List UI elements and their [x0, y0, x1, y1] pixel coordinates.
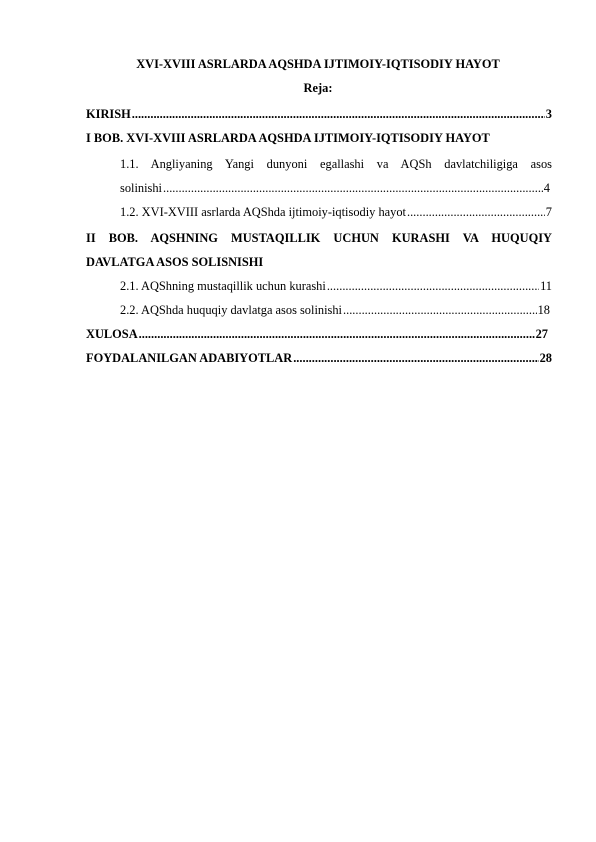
toc-page-number: 11 [540, 279, 552, 293]
toc-chapter2-heading-line1: II BOB. AQSHNING MUSTAQILLIK UCHUN KURASHI VA HUQUQIY [86, 231, 552, 245]
toc-entry-section-1-1 [120, 180, 550, 196]
toc-entry-label: 2.1. AQShning mustaqillik uchun kurashi [120, 279, 326, 293]
toc-entry-label: FOYDALANILGAN ADABIYOTLAR [86, 351, 293, 365]
toc-section-1-1-line1: 1.1. Angliyaning Yangi dunyoni egallashi va AQSh davlatchiligiga asos [120, 157, 552, 171]
toc-entry-label: KIRISH [86, 107, 131, 121]
toc-page-number: 27 [535, 327, 548, 341]
document-title: XVI-XVIII ASRLARDA AQSHDA IJTIMOIY-IQTISODIY HAYOT [136, 57, 500, 71]
toc-entry-section-2-1 [120, 278, 552, 294]
toc-entry-references [86, 350, 552, 366]
toc-page-number: 3 [545, 107, 552, 121]
toc-entry-section-2-2 [120, 302, 550, 318]
toc-chapter1-heading: I BOB. XVI-XVIII ASRLARDA AQSHDA IJTIMOIY-IQTISODIY HAYOT [86, 131, 490, 145]
toc-leader-dots [132, 106, 545, 122]
toc-entry-label: solinishi [120, 181, 162, 195]
toc-page-number: 7 [545, 205, 552, 219]
toc-leader-dots [407, 204, 545, 220]
toc-chapter2-heading-line2: DAVLATGA ASOS SOLISNISHI [86, 255, 264, 269]
toc-leader-dots [293, 350, 538, 366]
toc-entry-section-1-2 [120, 204, 552, 220]
toc-entry-label: XULOSA [86, 327, 138, 341]
toc-leader-dots [327, 278, 539, 294]
toc-entry-label: 2.2. AQShda huquqiy davlatga asos solinishi [120, 303, 342, 317]
toc-page-number: 4 [543, 181, 550, 195]
document-subtitle: Reja: [303, 81, 333, 95]
toc-entry-intro [86, 106, 552, 122]
toc-page-number: 28 [539, 351, 552, 365]
toc-entry-conclusion [86, 326, 548, 342]
toc-leader-dots [163, 180, 543, 196]
toc-leader-dots [139, 326, 535, 342]
toc-leader-dots [343, 302, 537, 318]
toc-entry-label: 1.2. XVI-XVIII asrlarda AQShda ijtimoiy-iqtisodiy hayot [120, 205, 406, 219]
toc-page-number: 18 [537, 303, 550, 317]
